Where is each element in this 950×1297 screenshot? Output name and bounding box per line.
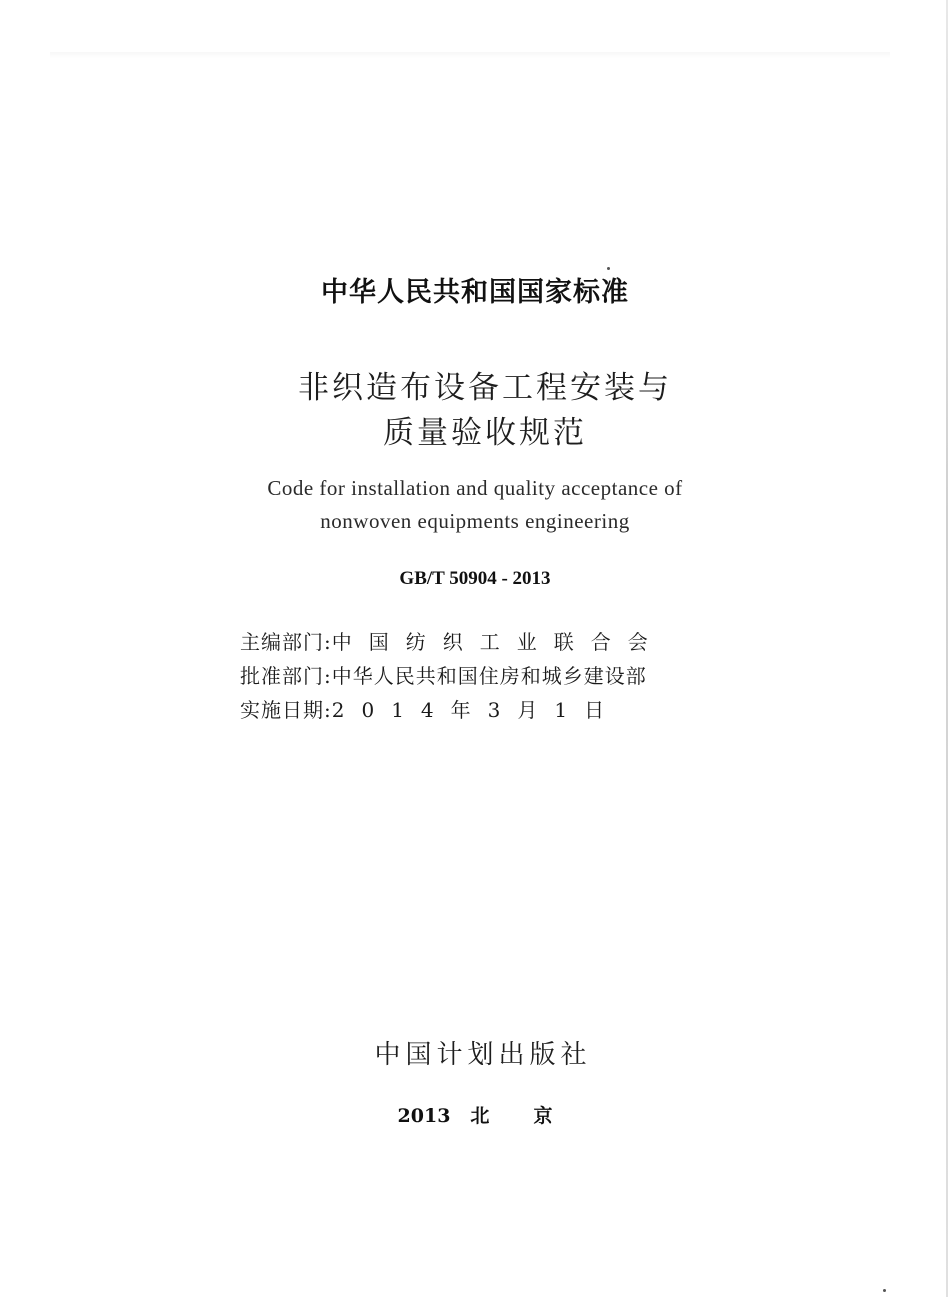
scan-speck [607,267,610,270]
publisher: 中国计划出版社 [374,1040,592,1070]
meta-editor-row [240,626,700,655]
title-en-line2: nonwoven equipments engineering [320,509,630,533]
publication-city-char1: 北 [470,1105,490,1127]
scan-shadow [50,52,890,58]
publication-year: 2013 [397,1105,451,1127]
scan-speck [883,1289,886,1292]
meta-effective-label: 实施日期: [240,698,332,722]
standard-code: GB/T 50904 - 2013 [399,568,551,589]
meta-approver-row [240,660,700,689]
meta-approver-value: 中华人民共和国住房和城乡建设部 [331,664,647,688]
title-cn-line2: 质量验收规范 [383,415,587,451]
title-en-line1: Code for installation and quality acceptance of [267,476,683,500]
meta-editor-value: 中国纺织工业联合会 [331,630,665,654]
meta-effective-value: 2014年3月1日 [331,698,622,722]
title-cn-line1: 非织造布设备工程安装与 [298,370,672,406]
meta-approver-label: 批准部门: [240,664,332,688]
meta-editor-label: 主编部门: [240,630,332,654]
publication-city-char2: 京 [533,1105,553,1127]
meta-effective-row [240,694,700,723]
standard-header: 中华人民共和国国家标准 [321,277,629,308]
publication-line [0,1101,950,1128]
